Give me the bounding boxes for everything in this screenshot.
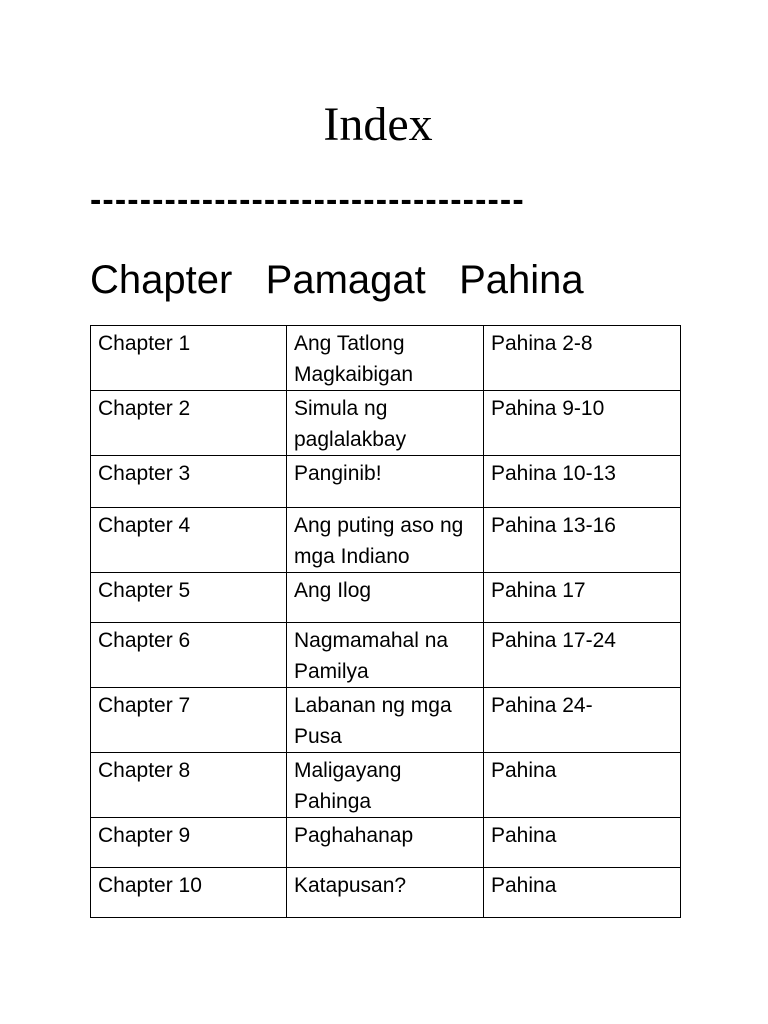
title-cell: Katapusan? bbox=[287, 868, 484, 918]
table-row bbox=[91, 868, 681, 918]
page-cell: Pahina 2-8 bbox=[484, 326, 681, 391]
table-row bbox=[91, 623, 681, 688]
dashed-divider: ----------------------------------- bbox=[90, 181, 525, 219]
page-cell: Pahina 9-10 bbox=[484, 391, 681, 456]
title-cell: Labanan ng mga Pusa bbox=[287, 688, 484, 753]
title-cell: Nagmamahal na Pamilya bbox=[287, 623, 484, 688]
page-cell: Pahina bbox=[484, 818, 681, 868]
chapter-cell: Chapter 8 bbox=[91, 753, 287, 818]
chapter-cell: Chapter 1 bbox=[91, 326, 287, 391]
page-cell: Pahina bbox=[484, 753, 681, 818]
index-table bbox=[90, 325, 681, 918]
heading-title: Pamagat bbox=[265, 258, 426, 302]
chapter-cell: Chapter 3 bbox=[91, 456, 287, 508]
page-cell: Pahina 17 bbox=[484, 573, 681, 623]
title-cell: Ang puting aso ng mga Indiano bbox=[287, 508, 484, 573]
chapter-cell: Chapter 10 bbox=[91, 868, 287, 918]
title-cell: Simula ng paglalakbay bbox=[287, 391, 484, 456]
page-cell: Pahina bbox=[484, 868, 681, 918]
page-cell: Pahina 24- bbox=[484, 688, 681, 753]
title-cell: Paghahanap bbox=[287, 818, 484, 868]
chapter-cell: Chapter 9 bbox=[91, 818, 287, 868]
title-cell: Ang Tatlong Magkaibigan bbox=[287, 326, 484, 391]
page-cell: Pahina 17-24 bbox=[484, 623, 681, 688]
title-cell: Ang Ilog bbox=[287, 573, 484, 623]
table-row bbox=[91, 573, 681, 623]
table-row bbox=[91, 456, 681, 508]
chapter-cell: Chapter 2 bbox=[91, 391, 287, 456]
page-title: Index bbox=[323, 98, 433, 151]
page-cell: Pahina 10-13 bbox=[484, 456, 681, 508]
chapter-cell: Chapter 5 bbox=[91, 573, 287, 623]
column-headings bbox=[90, 252, 584, 308]
chapter-cell: Chapter 7 bbox=[91, 688, 287, 753]
page-cell: Pahina 13-16 bbox=[484, 508, 681, 573]
chapter-cell: Chapter 6 bbox=[91, 623, 287, 688]
table-row bbox=[91, 508, 681, 573]
table-row bbox=[91, 326, 681, 391]
table-row bbox=[91, 688, 681, 753]
table-row bbox=[91, 818, 681, 868]
title-cell: Maligayang Pahinga bbox=[287, 753, 484, 818]
chapter-cell: Chapter 4 bbox=[91, 508, 287, 573]
table-row bbox=[91, 753, 681, 818]
heading-page: Pahina bbox=[459, 258, 584, 302]
title-cell: Panginib! bbox=[287, 456, 484, 508]
heading-chapter: Chapter bbox=[90, 258, 233, 302]
table-row bbox=[91, 391, 681, 456]
